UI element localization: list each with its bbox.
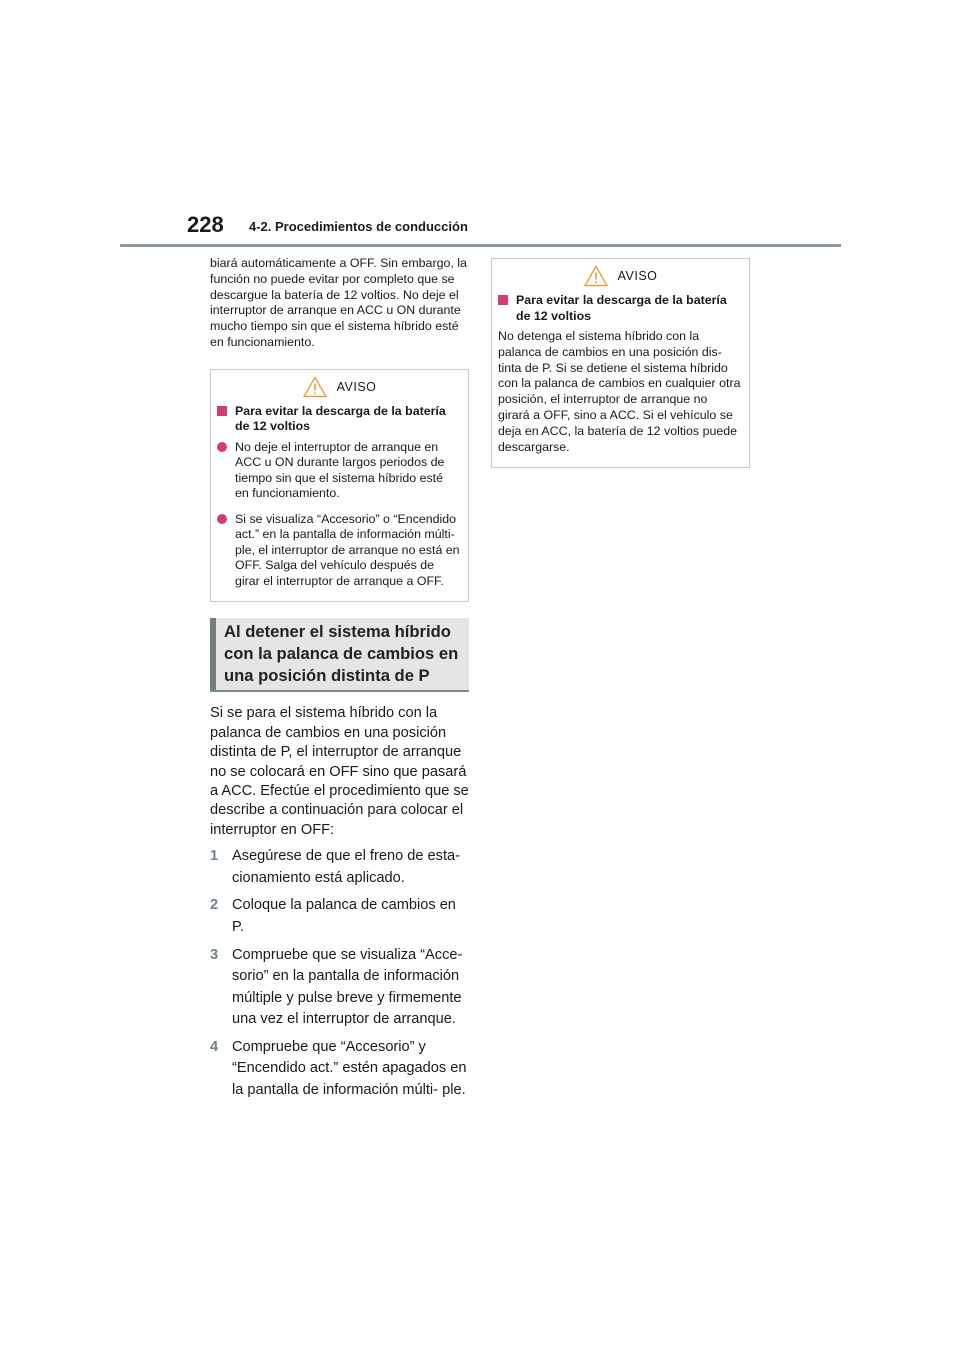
step-text: Asegúrese de que el freno de esta- cionamiento está aplicado. xyxy=(232,848,460,886)
header-rule xyxy=(120,244,841,247)
page-number: 228 xyxy=(187,212,224,237)
intro-paragraph: biará automáticamente a OFF. Sin embargo, la función no puede evitar por completo que se descargue la batería de 12 voltios. No deje el interruptor de arranque en ACC u ON durante mucho tiempo sin que el sistema híbrido esté en funcionamiento. xyxy=(210,256,467,349)
aviso-header xyxy=(211,370,468,404)
body-paragraph: Si se para el sistema híbrido con la palanca de cambios en una posición distinta de P, el interruptor de arranque no se colocará en OFF sino que pasará a ACC. Efectúe el procedimiento que se describe a continuación para colocar el interruptor en OFF: xyxy=(210,705,469,838)
section-heading xyxy=(210,618,469,692)
aviso-bullet xyxy=(211,440,468,502)
square-bullet-icon xyxy=(217,406,227,416)
warning-triangle-icon xyxy=(584,265,608,287)
left-column xyxy=(210,256,469,1108)
step-text: Coloque la palanca de cambios en P. xyxy=(232,897,456,935)
step-text: Compruebe que se visualiza “Acce- sorio” en la pantalla de información múltiple y pulse breve y firmemente una vez el interruptor de arranque. xyxy=(232,946,463,1028)
aviso-box-right xyxy=(491,258,750,468)
step-number: 3 xyxy=(210,946,219,963)
square-bullet-icon xyxy=(498,295,508,305)
aviso-title-text: Para evitar la descarga de la batería de 12 voltios xyxy=(235,403,446,434)
aviso-bullet-text: Si se visualiza “Accesorio” o “Encendido act.” en la pantalla de información múlti- ple, el interruptor de arranque no está en OFF. Salga del vehículo después de girar el interruptor de arranque a OFF. xyxy=(235,511,460,588)
step-text: Compruebe que “Accesorio” y “Encendido act.” estén apagados en la pantalla de información múlti- ple. xyxy=(232,1038,467,1099)
circle-bullet-icon xyxy=(217,442,227,452)
circle-bullet-icon xyxy=(217,514,227,524)
aviso-header xyxy=(492,259,749,293)
aviso-bullet-text: No deje el interruptor de arranque en ACC u ON durante largos periodos de tiempo sin que el sistema híbrido esté en funcionamiento. xyxy=(235,439,445,501)
step-item xyxy=(210,846,469,889)
step-number: 2 xyxy=(210,897,219,914)
aviso-title xyxy=(492,293,749,324)
section-heading-text: Al detener el sistema híbrido con la palanca de cambios en una posición distinta de P xyxy=(224,622,459,686)
aviso-label: AVISO xyxy=(336,379,377,394)
aviso-bullet xyxy=(211,512,468,590)
aviso-box-left xyxy=(210,369,469,603)
aviso-label: AVISO xyxy=(617,269,658,283)
step-item xyxy=(210,945,469,1031)
warning-triangle-icon xyxy=(303,376,327,398)
aviso-title xyxy=(211,404,468,435)
section-title: 4-2. Procedimientos de conducción xyxy=(249,219,468,234)
step-number: 4 xyxy=(210,1038,219,1055)
step-number: 1 xyxy=(210,848,219,865)
aviso-body: No detenga el sistema híbrido con la palanca de cambios en una posición dis- tinta de P. Si se detiene el sistema híbrido con la palanca de cambios en cualquier otra posición, el interruptor de arranque no girará a OFF, sino a ACC. Si el vehículo se deja en ACC, la batería de 12 voltios puede descargarse. xyxy=(498,329,741,454)
step-item xyxy=(210,895,469,938)
right-column xyxy=(491,258,750,468)
aviso-title-text: Para evitar la descarga de la batería de 12 voltios xyxy=(516,293,727,323)
step-item xyxy=(210,1037,469,1102)
